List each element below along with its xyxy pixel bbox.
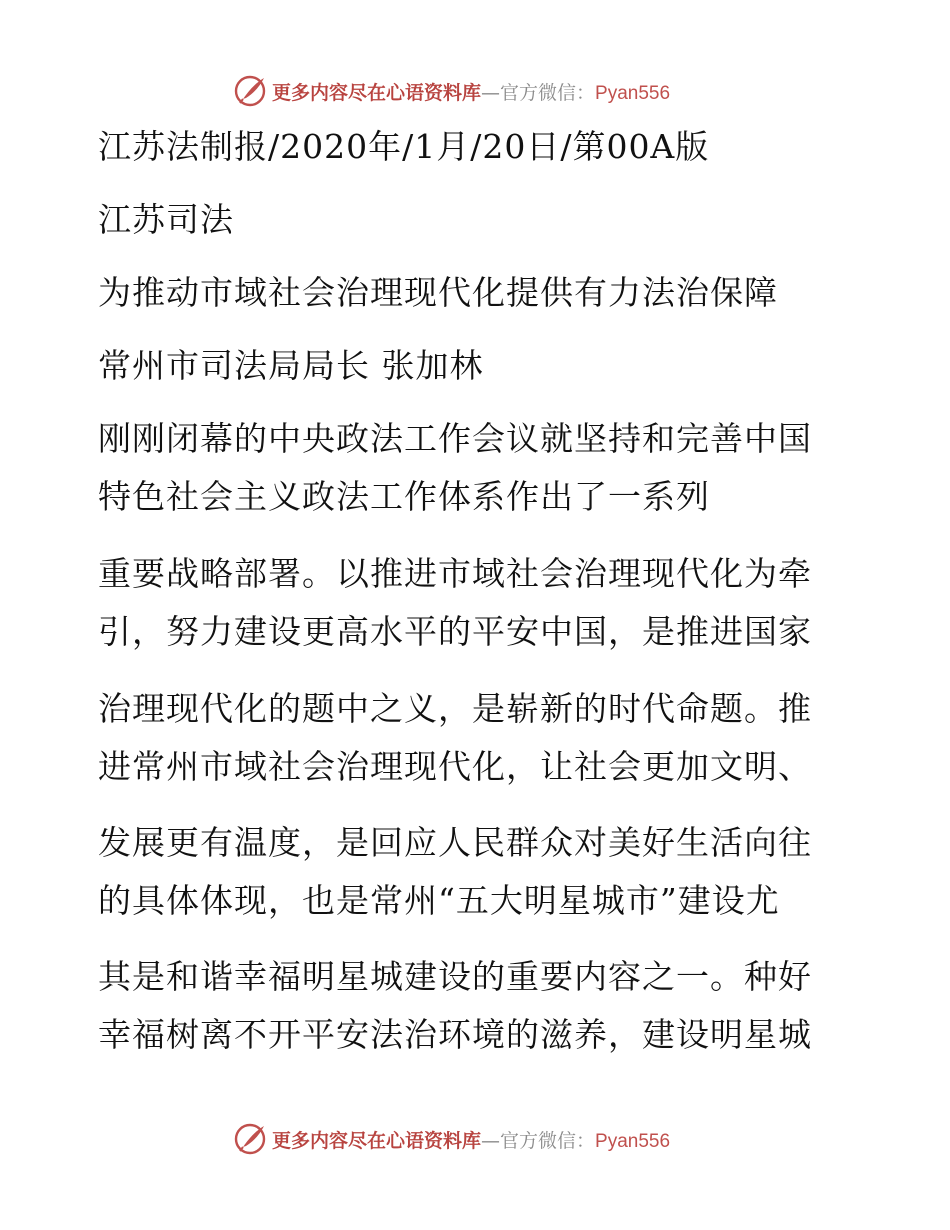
body-line: 幸福树离不开平安法治环境的滋养，建设明星城 (98, 1015, 812, 1054)
body-line: 其是和谐幸福明星城建设的重要内容之一。种好 (98, 957, 812, 996)
watermark-header (234, 74, 670, 108)
feather-pen-circle-icon (234, 1122, 268, 1156)
body-line: 进常州市域社会治理现代化，让社会更加文明、 (98, 747, 812, 786)
watermark-id: Pyan556 (595, 1130, 671, 1152)
body-line: 刚刚闭幕的中央政法工作会议就坚持和完善中国 (98, 419, 812, 458)
watermark-separator: — (481, 81, 501, 104)
watermark-footer (234, 1122, 670, 1156)
body-line: 特色社会主义政法工作体系作出了一系列 (98, 477, 710, 516)
article-title: 为推动市域社会治理现代化提供有力法治保障 (98, 273, 778, 312)
body-line: 的具体体现，也是常州“五大明星城市”建设尤 (98, 881, 780, 920)
feather-pen-circle-icon (234, 74, 268, 108)
section-line: 江苏司法 (98, 200, 234, 239)
watermark-brand: 更多内容尽在心语资料库 (272, 1129, 482, 1152)
watermark-label: 官方微信： (500, 81, 596, 104)
body-line: 重要战略部署。以推进市域社会治理现代化为牵 (98, 554, 812, 593)
watermark-label: 官方微信： (500, 1129, 596, 1152)
source-line: 江苏法制报/2020年/1月/20日/第00A版 (98, 127, 710, 166)
author-line: 常州市司法局局长 张加林 (98, 346, 484, 385)
watermark-id: Pyan556 (595, 82, 671, 104)
body-line: 治理现代化的题中之义，是崭新的时代命题。推 (98, 689, 812, 728)
watermark-brand: 更多内容尽在心语资料库 (272, 81, 482, 104)
watermark-separator: — (481, 1129, 501, 1152)
body-line: 发展更有温度，是回应人民群众对美好生活向往 (98, 823, 812, 862)
body-line: 引，努力建设更高水平的平安中国，是推进国家 (98, 612, 812, 651)
